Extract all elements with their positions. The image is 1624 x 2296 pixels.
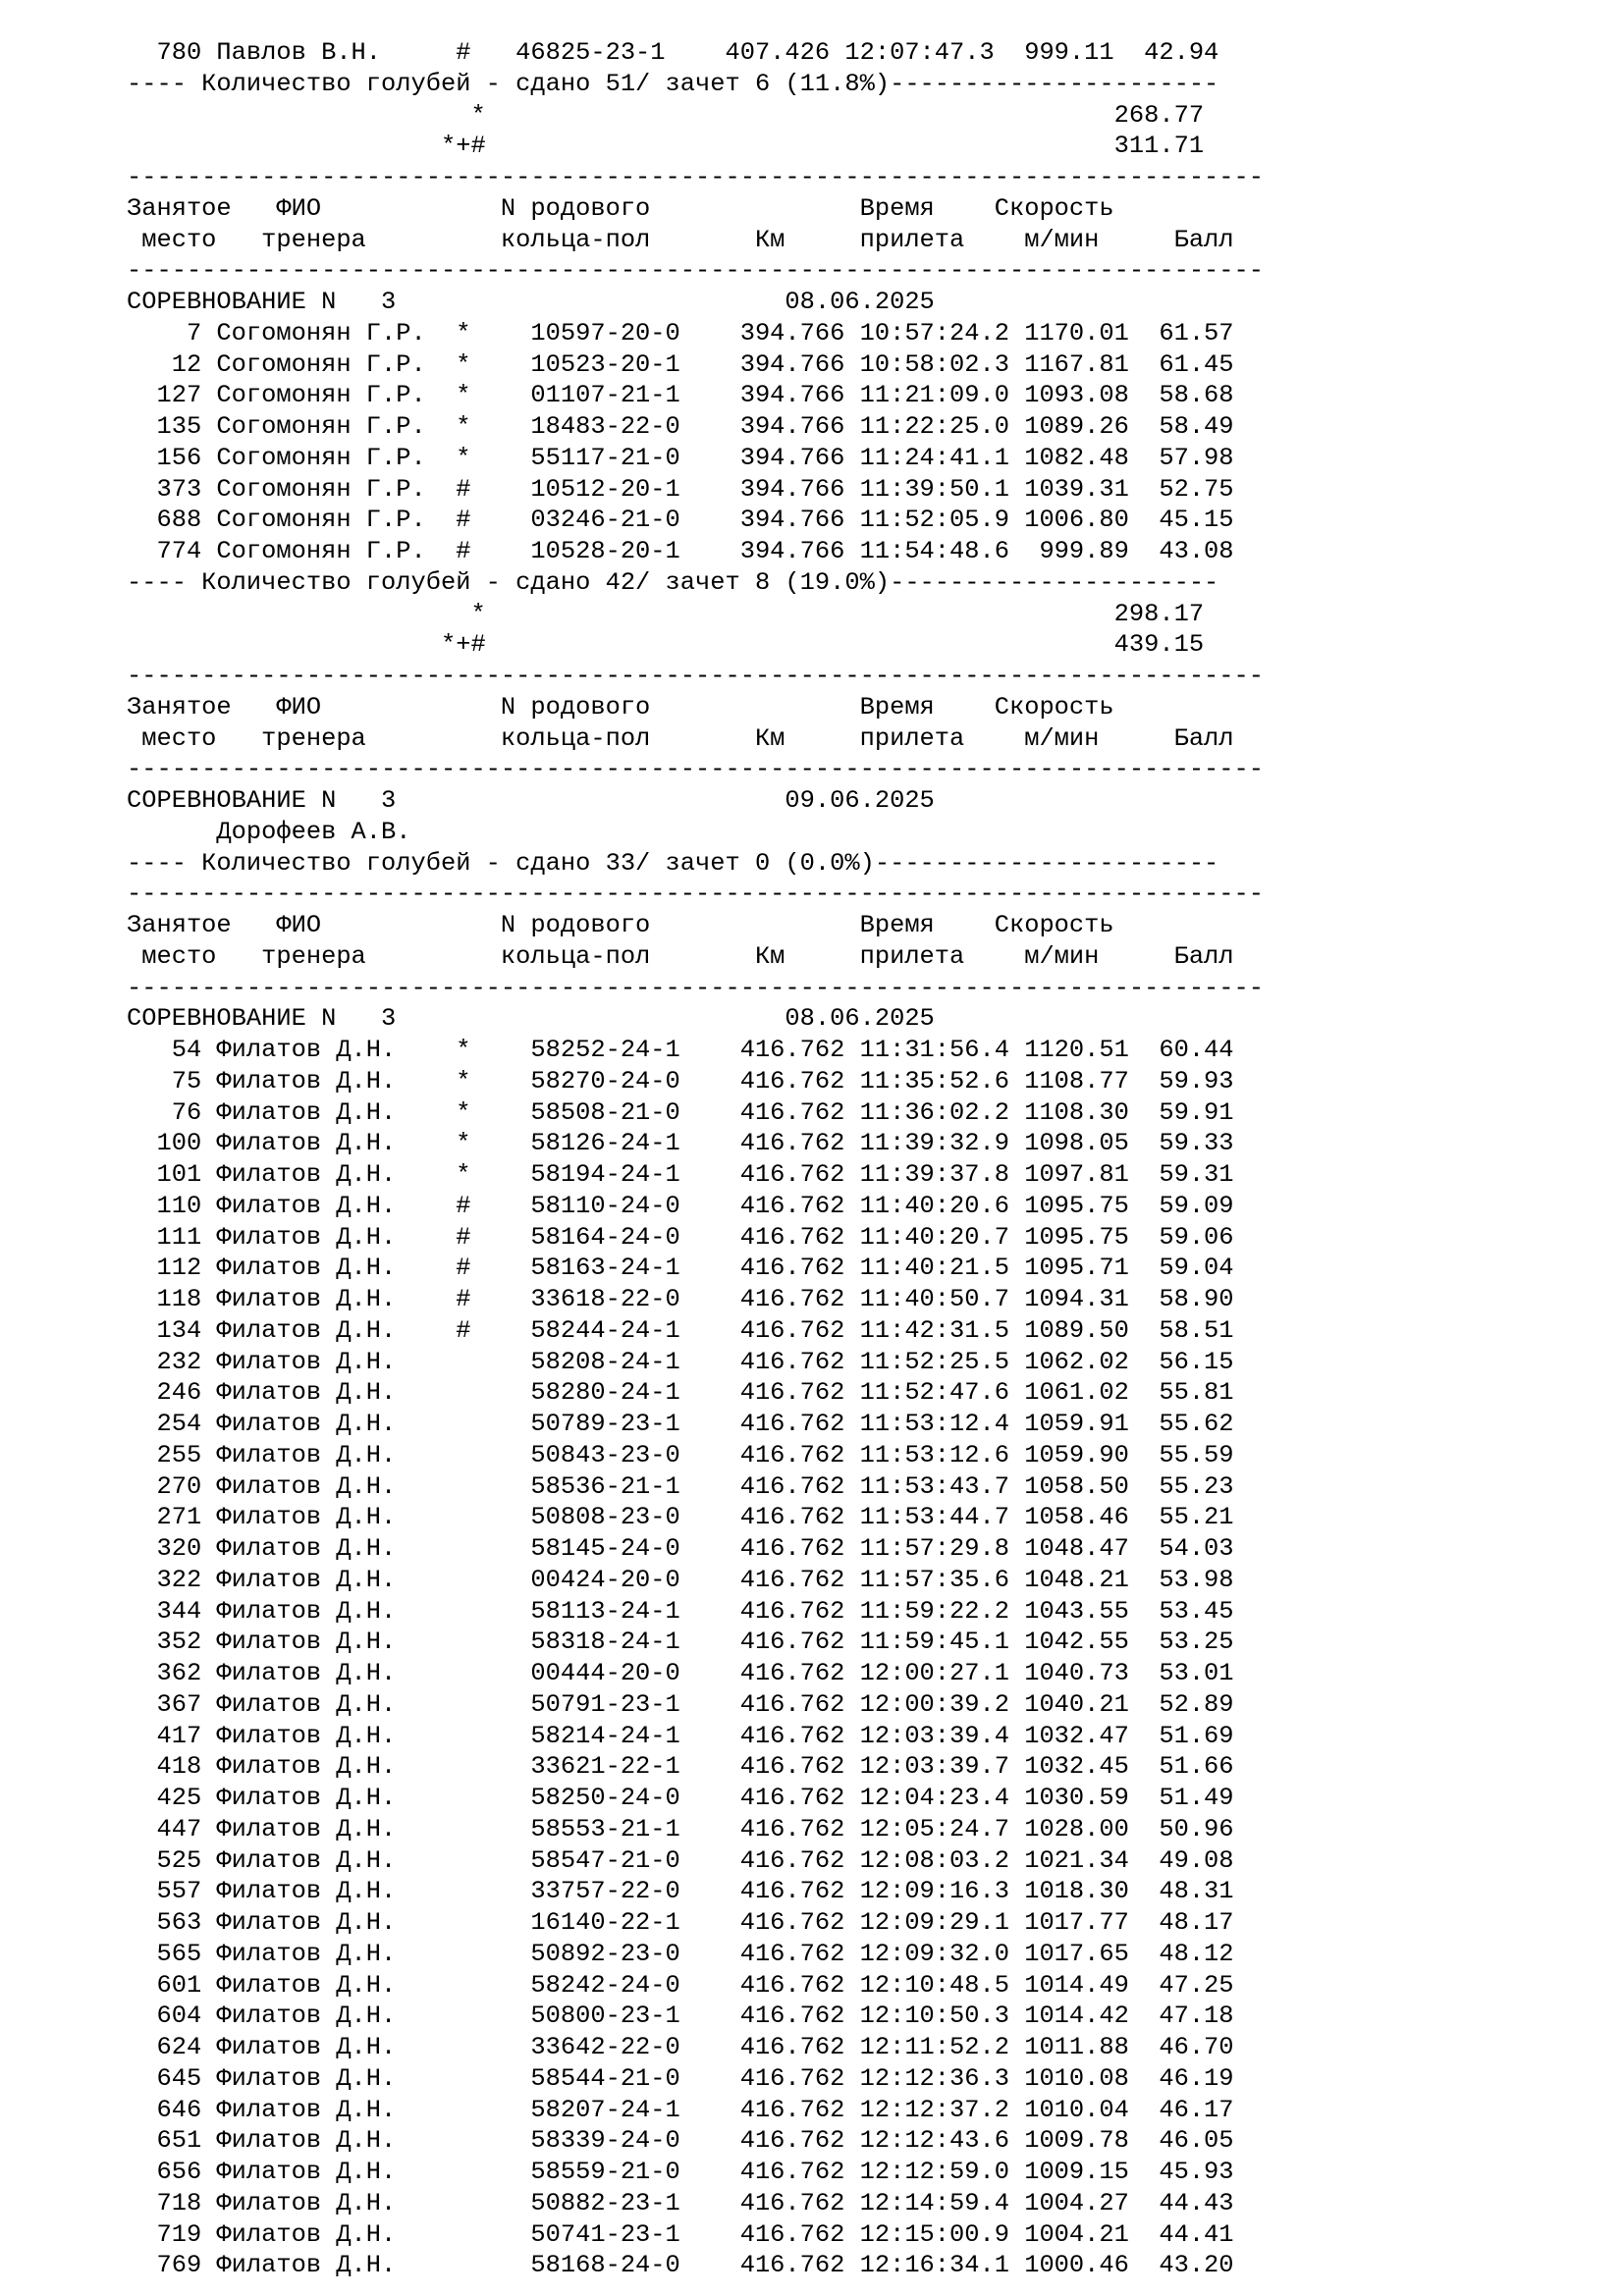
rule-line: ---------------------------------------------------------------------------- [127, 755, 1265, 784]
result-row: 100 Филатов Д.Н. * 58126-24-1 416.762 11:39:32.9 1098.05 59.33 [127, 1129, 1234, 1158]
result-row: 688 Согомонян Г.Р. # 03246-21-0 394.766 11:52:05.9 1006.80 45.15 [127, 506, 1234, 535]
competition-line: СОРЕВНОВАНИЕ N 3 08.06.2025 [127, 1004, 935, 1034]
competition-line: СОРЕВНОВАНИЕ N 3 08.06.2025 [127, 288, 935, 316]
header-line: место тренера кольца-пол Км прилета м/мин Балл [127, 941, 1234, 971]
header-line: Занятое ФИО N родового Время Скорость [127, 692, 1114, 721]
result-row: 646 Филатов Д.Н. 58207-24-1 416.762 12:12:37.2 1010.04 46.17 [127, 2095, 1234, 2124]
result-row: 271 Филатов Д.Н. 50808-23-0 416.762 11:53:44.7 1058.46 55.21 [127, 1503, 1234, 1532]
result-row: 322 Филатов Д.Н. 00424-20-0 416.762 11:57:35.6 1048.21 53.98 [127, 1565, 1234, 1594]
result-row: 54 Филатов Д.Н. * 58252-24-1 416.762 11:31:56.4 1120.51 60.44 [127, 1036, 1234, 1064]
result-row: 447 Филатов Д.Н. 58553-21-1 416.762 12:05:24.7 1028.00 50.96 [127, 1814, 1234, 1843]
result-row: 418 Филатов Д.Н. 33621-22-1 416.762 12:03:39.7 1032.45 51.66 [127, 1752, 1234, 1782]
result-row: 624 Филатов Д.Н. 33642-22-0 416.762 12:11:52.2 1011.88 46.70 [127, 2033, 1234, 2061]
result-row: 118 Филатов Д.Н. # 33618-22-0 416.762 11:40:50.7 1094.31 58.90 [127, 1285, 1234, 1313]
rule-line: ---------------------------------------------------------------------------- [127, 880, 1265, 909]
result-row: 12 Согомонян Г.Р. * 10523-20-1 394.766 10:58:02.3 1167.81 61.45 [127, 349, 1234, 379]
summary-line: ---- Количество голубей - сдано 42/ зачет 8 (19.0%)---------------------- [127, 567, 1219, 597]
result-row: 112 Филатов Д.Н. # 58163-24-1 416.762 11:40:21.5 1095.71 59.04 [127, 1254, 1234, 1283]
result-row: 417 Филатов Д.Н. 58214-24-1 416.762 12:03:39.4 1032.47 51.69 [127, 1721, 1234, 1750]
result-row: 651 Филатов Д.Н. 58339-24-0 416.762 12:12:43.6 1009.78 46.05 [127, 2126, 1234, 2156]
result-row: 367 Филатов Д.Н. 50791-23-1 416.762 12:00:39.2 1040.21 52.89 [127, 1689, 1234, 1719]
result-row: 718 Филатов Д.Н. 50882-23-1 416.762 12:14:59.4 1004.27 44.43 [127, 2188, 1234, 2217]
summary-line: ---- Количество голубей - сдано 33/ зачет 0 (0.0%)----------------------- [127, 848, 1219, 878]
result-row: 127 Согомонян Г.Р. * 01107-21-1 394.766 11:21:09.0 1093.08 58.68 [127, 381, 1234, 410]
result-row: 352 Филатов Д.Н. 58318-24-1 416.762 11:59:45.1 1042.55 53.25 [127, 1628, 1234, 1657]
result-row: 769 Филатов Д.Н. 58168-24-0 416.762 12:16:34.1 1000.46 43.20 [127, 2251, 1234, 2280]
rule-line: ---------------------------------------------------------------------------- [127, 256, 1265, 286]
result-row: 232 Филатов Д.Н. 58208-24-1 416.762 11:52:25.5 1062.02 56.15 [127, 1347, 1234, 1376]
result-row: 76 Филатов Д.Н. * 58508-21-0 416.762 11:36:02.2 1108.30 59.91 [127, 1097, 1234, 1127]
rule-line: ---------------------------------------------------------------------------- [127, 662, 1265, 690]
result-row: 601 Филатов Д.Н. 58242-24-0 416.762 12:10:48.5 1014.49 47.25 [127, 1970, 1234, 2000]
result-row: 254 Филатов Д.Н. 50789-23-1 416.762 11:53:12.4 1059.91 55.62 [127, 1410, 1234, 1438]
result-row: 645 Филатов Д.Н. 58544-21-0 416.762 12:12:36.3 1010.08 46.19 [127, 2063, 1234, 2093]
summary-line: ---- Количество голубей - сдано 51/ зачет 6 (11.8%)---------------------- [127, 69, 1219, 98]
result-row: 604 Филатов Д.Н. 50800-23-1 416.762 12:10:50.3 1014.42 47.18 [127, 2002, 1234, 2031]
result-row: 525 Филатов Д.Н. 58547-21-0 416.762 12:08:03.2 1021.34 49.08 [127, 1845, 1234, 1875]
result-row: 320 Филатов Д.Н. 58145-24-0 416.762 11:57:29.8 1048.47 54.03 [127, 1534, 1234, 1563]
result-row: 270 Филатов Д.Н. 58536-21-1 416.762 11:53:43.7 1058.50 55.23 [127, 1471, 1234, 1501]
result-row: 134 Филатов Д.Н. # 58244-24-1 416.762 11:42:31.5 1089.50 58.51 [127, 1315, 1234, 1345]
result-row: 425 Филатов Д.Н. 58250-24-0 416.762 12:04:23.4 1030.59 51.49 [127, 1784, 1234, 1812]
result-row: 362 Филатов Д.Н. 00444-20-0 416.762 12:00:27.1 1040.73 53.01 [127, 1659, 1234, 1687]
result-row: 557 Филатов Д.Н. 33757-22-0 416.762 12:09:16.3 1018.30 48.31 [127, 1877, 1234, 1906]
result-row: 255 Филатов Д.Н. 50843-23-0 416.762 11:53:12.6 1059.90 55.59 [127, 1440, 1234, 1469]
result-row: 7 Согомонян Г.Р. * 10597-20-0 394.766 10:57:24.2 1170.01 61.57 [127, 318, 1234, 347]
result-row: 563 Филатов Д.Н. 16140-22-1 416.762 12:09:29.1 1017.77 48.17 [127, 1908, 1234, 1937]
result-row: 110 Филатов Д.Н. # 58110-24-0 416.762 11:40:20.6 1095.75 59.09 [127, 1191, 1234, 1220]
result-row: 344 Филатов Д.Н. 58113-24-1 416.762 11:59:22.2 1043.55 53.45 [127, 1596, 1234, 1626]
header-line: Занятое ФИО N родового Время Скорость [127, 911, 1114, 939]
result-row: 156 Согомонян Г.Р. * 55117-21-0 394.766 11:24:41.1 1082.48 57.98 [127, 443, 1234, 472]
result-row: 246 Филатов Д.Н. 58280-24-1 416.762 11:52:47.6 1061.02 55.81 [127, 1378, 1234, 1408]
subtotal-line: * 298.17 [127, 599, 1205, 628]
result-row: 373 Согомонян Г.Р. # 10512-20-1 394.766 11:39:50.1 1039.31 52.75 [127, 474, 1234, 504]
result-row: 719 Филатов Д.Н. 50741-23-1 416.762 12:15:00.9 1004.21 44.41 [127, 2219, 1234, 2249]
result-row: 75 Филатов Д.Н. * 58270-24-0 416.762 11:35:52.6 1108.77 59.93 [127, 1066, 1234, 1095]
results-document [127, 37, 1264, 2281]
result-row: 135 Согомонян Г.Р. * 18483-22-0 394.766 11:22:25.0 1089.26 58.49 [127, 412, 1234, 441]
competition-line: СОРЕВНОВАНИЕ N 3 09.06.2025 [127, 786, 935, 815]
subtotal-line: *+# 311.71 [127, 132, 1205, 161]
result-row: 656 Филатов Д.Н. 58559-21-0 416.762 12:12:59.0 1009.15 45.93 [127, 2158, 1234, 2186]
rule-line: ---------------------------------------------------------------------------- [127, 973, 1265, 1002]
result-row: 565 Филатов Д.Н. 50892-23-0 416.762 12:09:32.0 1017.65 48.12 [127, 1939, 1234, 1968]
subtotal-line: *+# 439.15 [127, 630, 1205, 660]
header-line: Занятое ФИО N родового Время Скорость [127, 193, 1114, 223]
result-row: 111 Филатов Д.Н. # 58164-24-0 416.762 11:40:20.7 1095.75 59.06 [127, 1222, 1234, 1252]
name-line: Дорофеев А.В. [127, 817, 411, 846]
result-row: 774 Согомонян Г.Р. # 10528-20-1 394.766 11:54:48.6 999.89 43.08 [127, 537, 1234, 565]
subtotal-line: * 268.77 [127, 100, 1205, 130]
header-line: место тренера кольца-пол Км прилета м/мин Балл [127, 225, 1234, 254]
result-row: 101 Филатов Д.Н. * 58194-24-1 416.762 11:39:37.8 1097.81 59.31 [127, 1160, 1234, 1189]
header-line: место тренера кольца-пол Км прилета м/мин Балл [127, 723, 1234, 753]
result-row: 780 Павлов В.Н. # 46825-23-1 407.426 12:07:47.3 999.11 42.94 [127, 38, 1219, 67]
rule-line: ---------------------------------------------------------------------------- [127, 163, 1265, 191]
